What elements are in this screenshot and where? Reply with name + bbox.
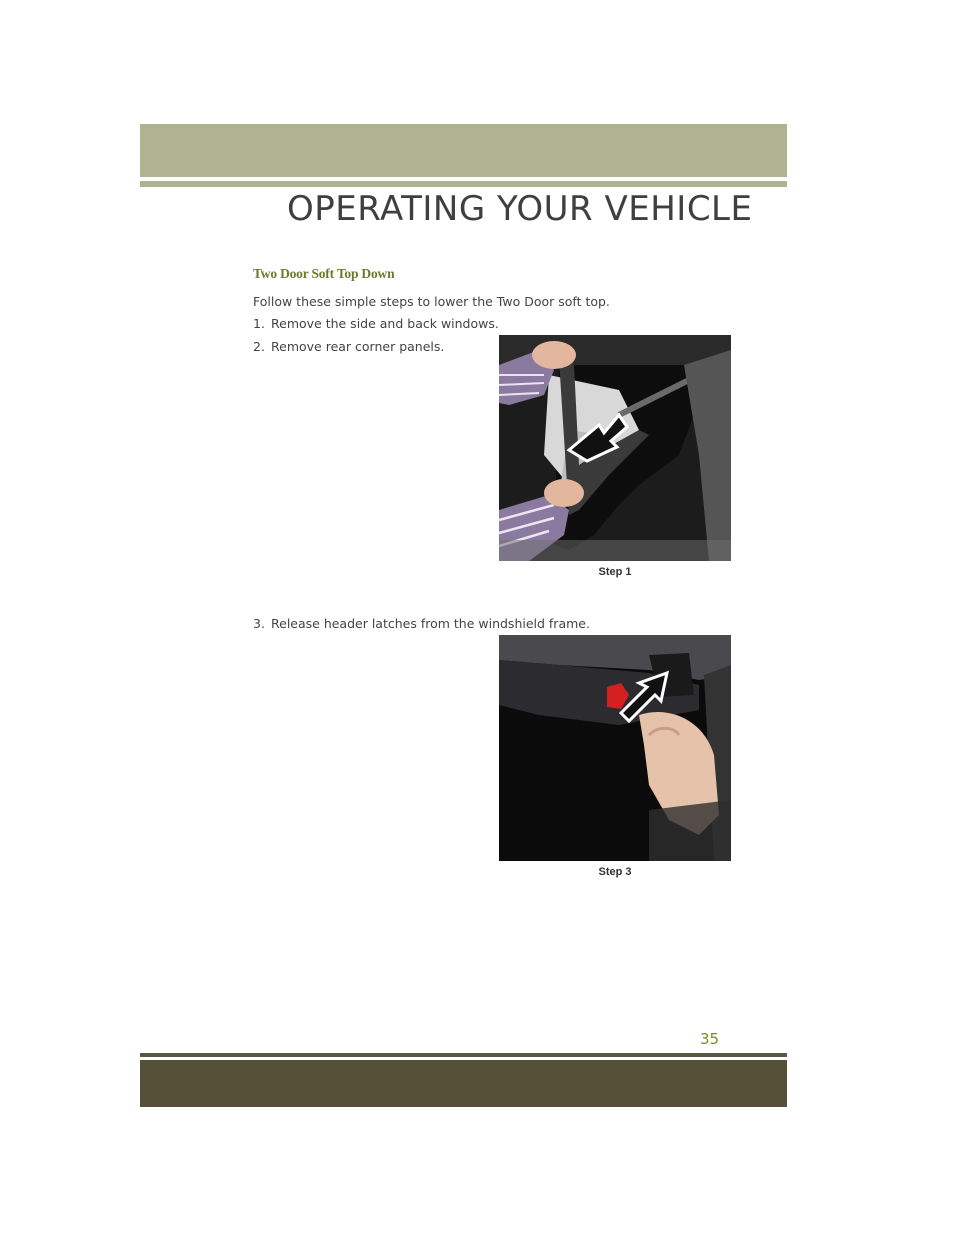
header-band (140, 124, 787, 177)
section-title: OPERATING YOUR VEHICLE (287, 189, 753, 229)
step-number: 3. (253, 616, 265, 631)
subheading: Two Door Soft Top Down (253, 266, 395, 281)
header-rule (140, 181, 787, 187)
step-number: 2. (253, 339, 265, 354)
step-1-photo (499, 335, 731, 561)
step-text: Remove rear corner panels. (271, 339, 445, 354)
page-number: 35 (700, 1030, 720, 1048)
soft-top-corner-panel-illustration (499, 335, 731, 561)
step-text: Remove the side and back windows. (271, 316, 499, 331)
step-text: Release header latches from the windshield frame. (271, 616, 590, 631)
header-latch-illustration (499, 635, 731, 861)
step-3-photo (499, 635, 731, 861)
step-1 (253, 316, 499, 331)
step-number: 1. (253, 316, 265, 331)
step-1-caption: Step 1 (598, 566, 632, 578)
footer-rule (140, 1053, 787, 1057)
intro-paragraph: Follow these simple steps to lower the Two Door soft top. (253, 294, 610, 309)
footer-band (140, 1060, 787, 1107)
step-3-caption: Step 3 (598, 866, 632, 878)
step-3 (253, 616, 590, 631)
step-2 (253, 339, 444, 354)
